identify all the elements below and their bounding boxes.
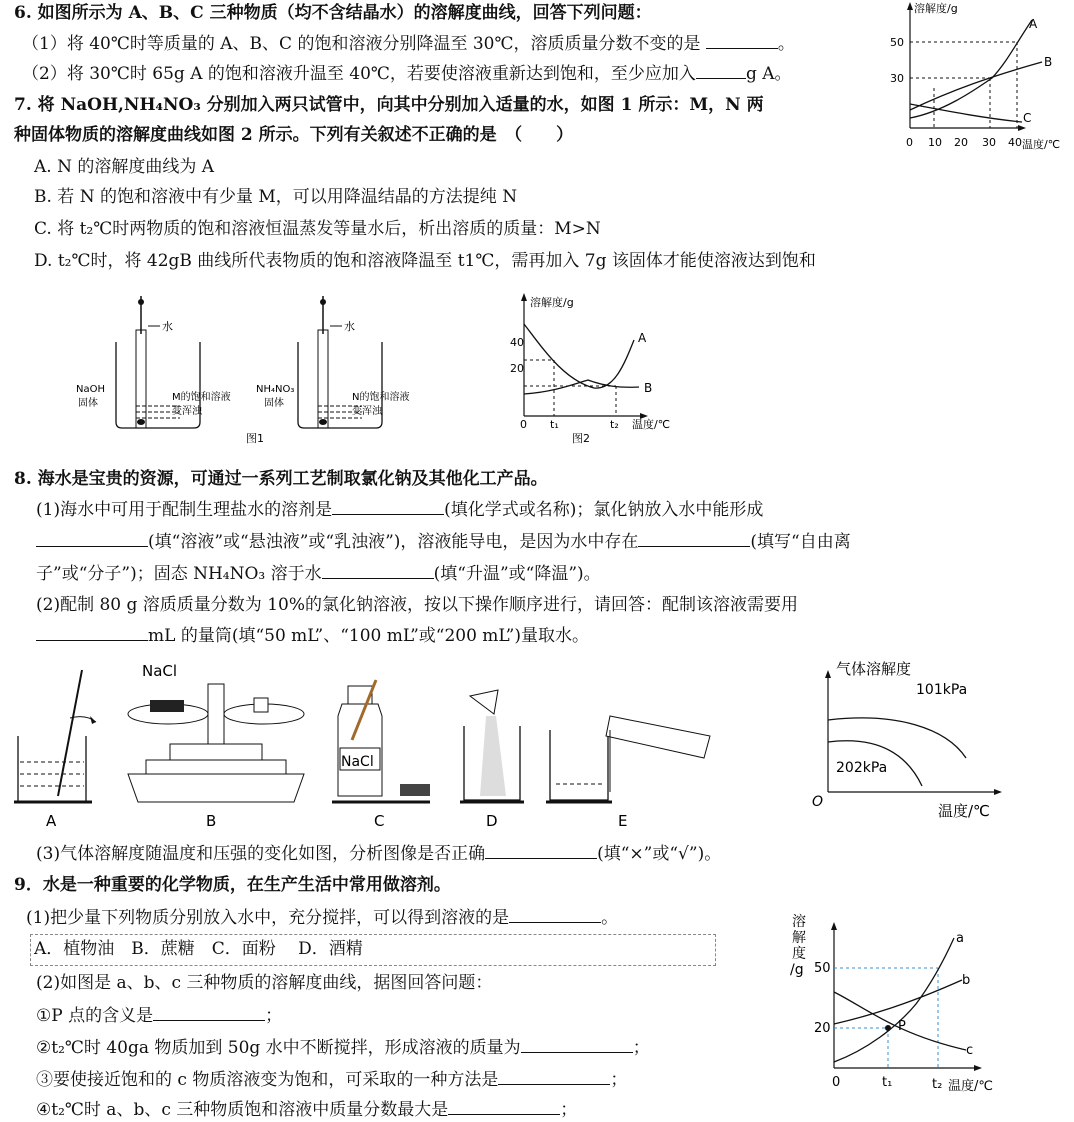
- q8-gas-solubility-chart: [806, 656, 1036, 826]
- q9-sub2: ②t₂℃时 40ga 物质加到 50g 水中不断搅拌，形成溶液的质量为 ；: [36, 1038, 650, 1058]
- svg-text:/g: /g: [790, 962, 804, 978]
- svg-text:变浑浊: 变浑浊: [172, 406, 202, 417]
- svg-text:N的饱和溶液: N的饱和溶液: [352, 392, 410, 403]
- svg-text:50: 50: [890, 36, 904, 49]
- q9-sub3: ③要使接近饱和的 c 物质溶液变为饱和，可采取的一种方法是 ；: [36, 1070, 628, 1090]
- q7-figure1-beakers: [74, 290, 434, 450]
- svg-text:气体溶解度: 气体溶解度: [836, 660, 912, 678]
- svg-text:30: 30: [890, 72, 904, 85]
- svg-text:0: 0: [906, 136, 913, 149]
- svg-text:20: 20: [814, 1021, 831, 1036]
- svg-text:图2: 图2: [572, 432, 590, 445]
- q8-blank-solvent[interactable]: [332, 498, 444, 515]
- q6-title: 6. 如图所示为 A、B、C 三种物质（均不含结晶水）的溶解度曲线，回答下列问题：: [14, 3, 652, 23]
- svg-text:NaOH: NaOH: [76, 384, 105, 395]
- svg-text:a: a: [956, 931, 964, 946]
- q7-option-b[interactable]: B. 若 N 的饱和溶液中有少量 M，可以用降温结晶的方法提纯 N: [34, 187, 518, 207]
- svg-text:O: O: [812, 794, 824, 810]
- q7-option-d[interactable]: D. t₂℃时，将 42gB 曲线所代表物质的饱和溶液降温至 t1℃，需再加入 7g 该固体才能使溶液达到饱和: [34, 251, 816, 271]
- svg-text:101kPa: 101kPa: [916, 682, 968, 698]
- svg-text:度: 度: [792, 946, 806, 962]
- svg-text:B: B: [644, 381, 653, 395]
- q8-line3: 子”或“分子”)；固态 NH₄NO₃ 溶于水 (填“升温”或“降温”)。: [36, 564, 601, 584]
- q8-blank-temp[interactable]: [322, 562, 434, 579]
- svg-text:B: B: [1044, 55, 1053, 69]
- q7-title-line2: 种固体物质的溶解度曲线如图 2 所示。下列有关叙述不正确的是 （ ）: [14, 125, 574, 145]
- q9-solubility-chart: [786, 908, 1026, 1098]
- svg-text:A: A: [46, 812, 57, 830]
- q8-title: 8. 海水是宝贵的资源，可通过一系列工艺制取氯化钠及其他化工产品。: [14, 469, 548, 489]
- svg-text:温度/℃: 温度/℃: [632, 418, 671, 431]
- svg-text:40: 40: [510, 336, 524, 349]
- q7-title-line1: 7. 将 NaOH,NH₄NO₃ 分别加入两只试管中，向其中分别加入适量的水，如图 1 所示：M，N 两: [14, 95, 764, 115]
- svg-text:C: C: [1023, 111, 1032, 125]
- q9-blank-method[interactable]: [498, 1068, 610, 1085]
- svg-text:NH₄NO₃: NH₄NO₃: [256, 384, 295, 395]
- q7-figure2-solubility-chart: [504, 290, 694, 450]
- svg-text:温度/℃: 温度/℃: [938, 802, 990, 820]
- q7-option-a[interactable]: A. N 的溶解度曲线为 A: [34, 157, 215, 177]
- svg-text:固体: 固体: [264, 398, 284, 409]
- svg-text:E: E: [618, 812, 628, 830]
- svg-text:M的饱和溶液: M的饱和溶液: [172, 392, 231, 403]
- q9-sub1: ①P 点的含义是 ；: [36, 1006, 283, 1026]
- svg-text:10: 10: [928, 136, 942, 149]
- svg-text:20: 20: [510, 362, 524, 375]
- svg-text:20: 20: [954, 136, 968, 149]
- svg-text:溶解度/g: 溶解度/g: [530, 296, 574, 309]
- q8-blank-judge[interactable]: [485, 842, 597, 859]
- svg-text:t₂: t₂: [932, 1077, 943, 1092]
- q6-part2: （2）将 30℃时 65g A 的饱和溶液升温至 40℃，若要使溶液重新达到饱和，至少应加入 g A。: [22, 64, 792, 84]
- svg-text:202kPa: 202kPa: [836, 760, 888, 776]
- svg-text:t₂: t₂: [610, 418, 619, 431]
- svg-text:温度/℃: 温度/℃: [1022, 138, 1061, 151]
- svg-text:A: A: [638, 331, 647, 345]
- q8-line5: mL 的量筒(填“50 mL”、“100 mL”或“200 mL”)量取水。: [36, 624, 589, 647]
- svg-text:b: b: [962, 973, 971, 988]
- svg-text:溶: 溶: [792, 914, 806, 930]
- svg-text:c: c: [966, 1043, 974, 1058]
- q9-line2: (2)如图是 a、b、c 三种物质的溶解度曲线，据图回答问题：: [36, 973, 493, 993]
- q8-operation-figures: [10, 656, 750, 836]
- q7-option-c[interactable]: C. 将 t₂℃时两物质的饱和溶液恒温蒸发等量水后，析出溶质的质量：M>N: [34, 219, 601, 239]
- q9-line1: (1)把少量下列物质分别放入水中，充分搅拌，可以得到溶液的是 。: [26, 908, 619, 928]
- q8-line6: (3)气体溶解度随温度和压强的变化如图，分析图像是否正确 (填“×”或“√”)。: [36, 844, 722, 864]
- q8-blank-particle[interactable]: [638, 530, 750, 547]
- q6-solubility-chart: [892, 0, 1072, 160]
- svg-text:0: 0: [520, 418, 527, 431]
- q8-blank-type[interactable]: [36, 530, 148, 547]
- svg-text:D: D: [486, 812, 498, 830]
- svg-text:水: 水: [344, 320, 355, 333]
- q8-line1: (1)海水中可用于配制生理盐水的溶剂是 (填化学式或名称)；氯化钠放入水中能形成: [36, 500, 764, 520]
- q9-blank1[interactable]: [509, 906, 601, 923]
- svg-text:B: B: [206, 812, 217, 830]
- q9-blank-p[interactable]: [153, 1004, 265, 1021]
- svg-text:A: A: [1029, 17, 1038, 31]
- svg-text:NaCl: NaCl: [142, 662, 178, 680]
- q6-part1: （1）将 40℃时等质量的 A、B、C 的饱和溶液分别降温至 30℃，溶质质量分数不变的是 。: [22, 34, 795, 54]
- svg-text:溶解度/g: 溶解度/g: [914, 2, 958, 15]
- svg-text:30: 30: [982, 136, 996, 149]
- q6-blank2[interactable]: [696, 62, 746, 79]
- q9-blank-mass[interactable]: [521, 1036, 633, 1053]
- svg-text:t₁: t₁: [882, 1075, 893, 1090]
- q9-title: 9．水是一种重要的化学物质，在生产生活中常用做溶剂。: [14, 875, 451, 895]
- svg-text:水: 水: [162, 320, 173, 333]
- q9-blank-max[interactable]: [448, 1098, 560, 1115]
- svg-text:P: P: [898, 1019, 906, 1034]
- q8-blank-cylinder[interactable]: [36, 624, 148, 641]
- q6-blank1[interactable]: [706, 32, 778, 49]
- svg-text:0: 0: [832, 1075, 841, 1090]
- svg-text:t₁: t₁: [550, 418, 559, 431]
- svg-text:变浑浊: 变浑浊: [352, 406, 382, 417]
- q9-options[interactable]: A．植物油 B．蔗糖 C．面粉 D．酒精: [34, 939, 363, 959]
- svg-text:50: 50: [814, 961, 831, 976]
- q9-sub4: ④t₂℃时 a、b、c 三种物质饱和溶液中质量分数最大是 ；: [36, 1100, 578, 1120]
- svg-text:解: 解: [792, 930, 806, 946]
- svg-text:固体: 固体: [78, 398, 98, 409]
- svg-text:NaCl: NaCl: [341, 754, 374, 770]
- svg-text:图1: 图1: [246, 432, 264, 445]
- svg-text:温度/℃: 温度/℃: [948, 1079, 993, 1094]
- q8-line2: (填“溶液”或“悬浊液”或“乳浊液”)，溶液能导电，是因为水中存在 (填写“自由离: [36, 530, 851, 553]
- svg-text:C: C: [374, 812, 385, 830]
- svg-text:40: 40: [1008, 136, 1022, 149]
- q8-line4: (2)配制 80 g 溶质质量分数为 10%的氯化钠溶液，按以下操作顺序进行，请回答：配制该溶液需要用: [36, 595, 798, 615]
